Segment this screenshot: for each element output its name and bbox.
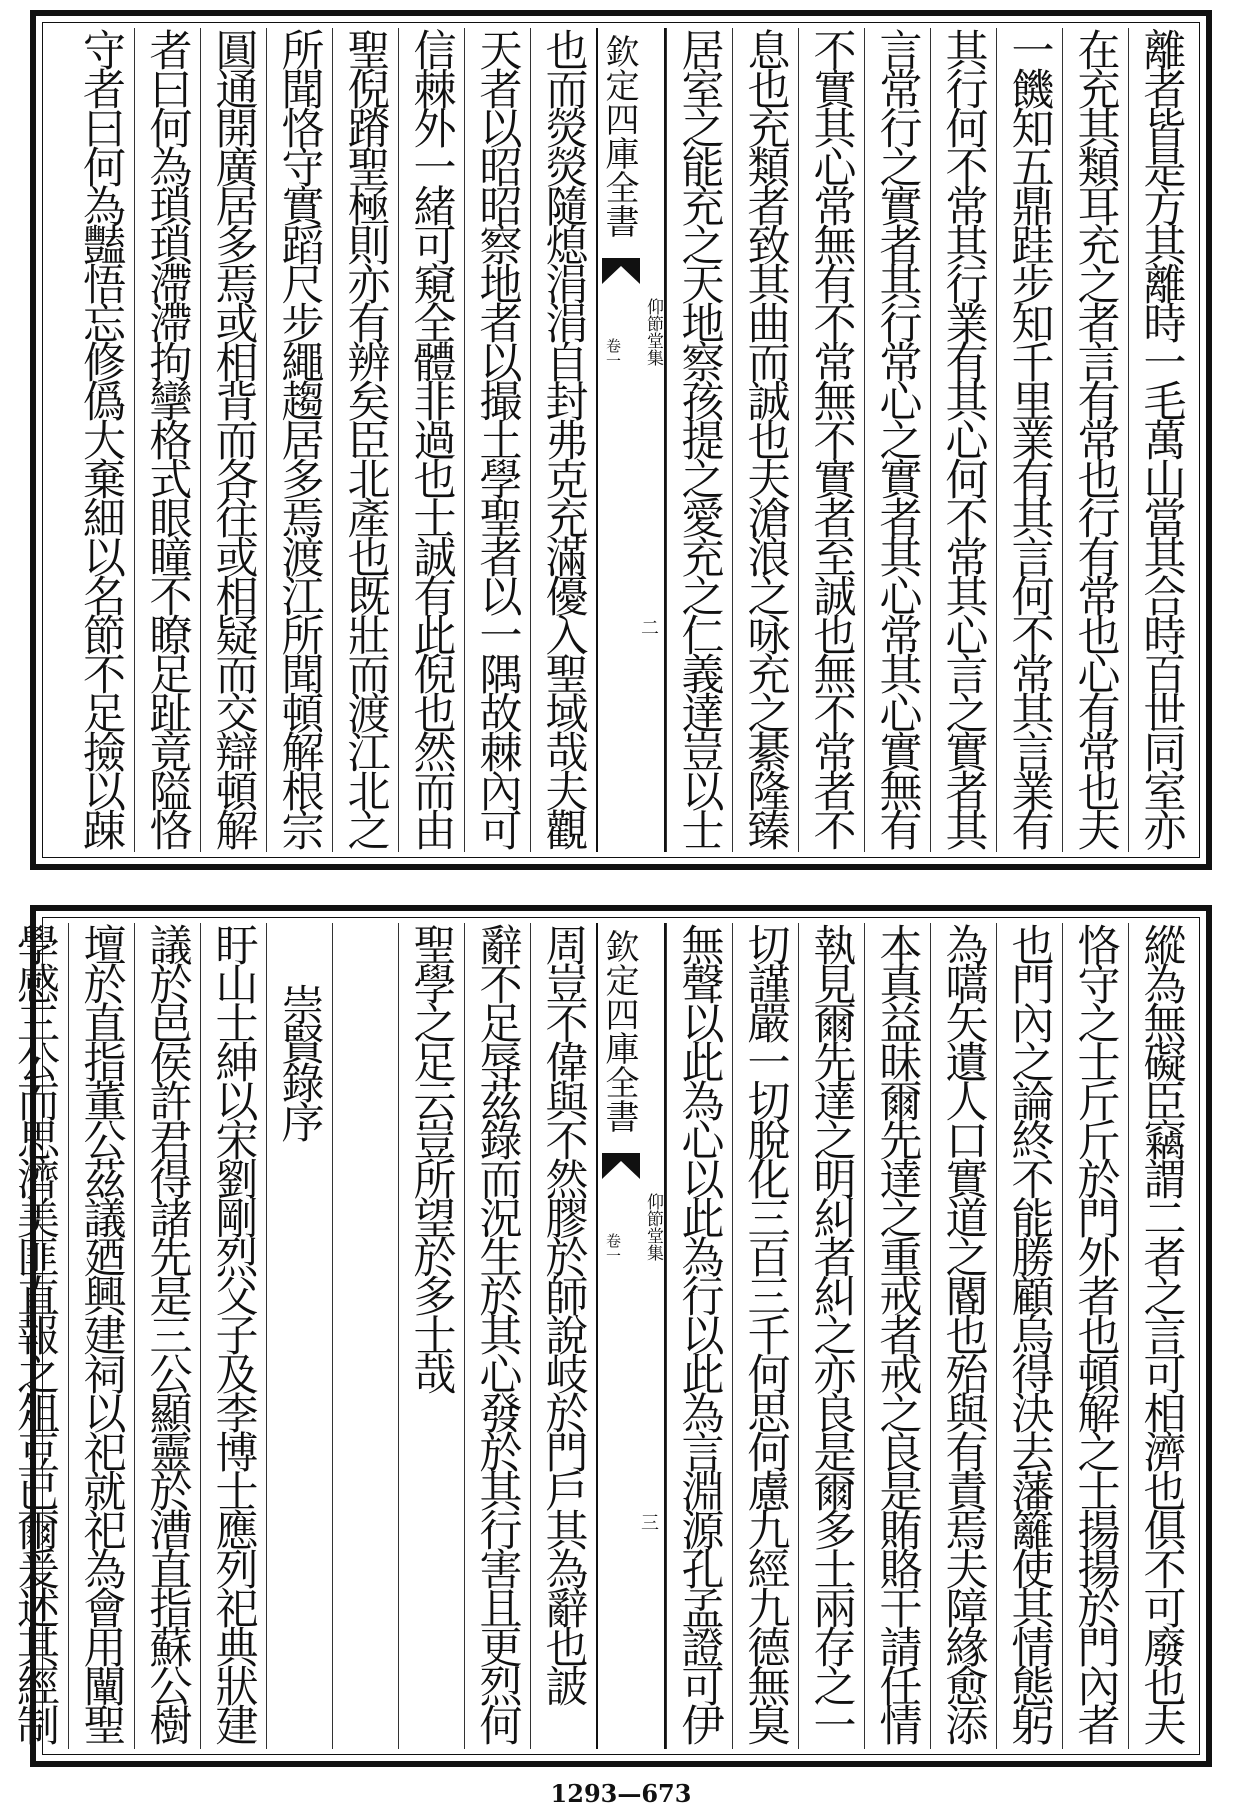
text-column: 恪守之士斤斤於門外者也頓解之士揚揚於門內者	[1062, 923, 1128, 1749]
text-column: 息也充類者致其曲而誠也夫滄浪之咏充之綦隆臻	[732, 28, 798, 852]
fishtail-ornament-icon	[602, 258, 640, 284]
section-heading: 崇賢錄序	[274, 983, 325, 1139]
banner-book-title: 仰節堂集	[643, 298, 663, 366]
text-column: 圓通開廣居多焉或相背而各往或相疑而交辯頓解	[200, 28, 266, 852]
text-column: 切謹嚴一切脫化三百三千何思何慮九經九德無臭	[732, 923, 798, 1749]
banner-book-title: 仰節堂集	[643, 1193, 663, 1261]
text-column: 天者以昭昭察地者以撮土學聖者以一隅故棘內可	[464, 28, 530, 852]
text-column: 議於邑侯許君得諸先是三公顯靈於漕直指蘇公樹	[134, 923, 200, 1749]
text-column: 聖倪蹐聖極則亦有辨矣臣北產也既壯而渡江北之	[332, 28, 398, 852]
text-column: 不實其心常無有不常無不實者至誠也無不常者不	[798, 28, 864, 852]
text-column: 離者皆是方其離時一毛萬山當其合時百世同室亦	[1128, 28, 1194, 852]
center-banner	[596, 28, 666, 852]
text-column: 縱為無礙臣竊謂二者之言可相濟也俱不可廢也夫	[1128, 923, 1194, 1749]
text-column: 也而熒熒隨熄涓涓自封弗克充滿優入聖域哉夫觀	[530, 28, 596, 852]
text-column: 本真益昧爾先達之重戒者戒之良是賄賂干請任情	[864, 923, 930, 1749]
text-column: 聖學之足云豈所望於多士哉	[398, 923, 464, 1749]
text-column: 守者曰何為豔悟忘修僞大棄細以名節不足撿以踈	[76, 28, 126, 847]
text-column: 壇於直指董公茲議廼興建祠以祀就祀為會用闡聖	[68, 923, 134, 1749]
text-column: 居室之能充之天地察孩提之愛充之仁義達豈以士	[666, 28, 732, 852]
banner-volume: 卷一	[604, 1233, 622, 1263]
text-column: 在充其類耳充之者言有常也行有常也心有常也夫	[1062, 28, 1128, 852]
text-column: 辭不足辱茲錄而況生於其心發於其行害且更烈何	[464, 923, 530, 1749]
bottom-page-frame	[10, 905, 1212, 1767]
text-column	[332, 923, 398, 1749]
banner-volume: 卷一	[604, 338, 622, 368]
text-column: 周豈不偉與不然膠於師說岐於門戶其為辭也詖	[530, 923, 596, 1749]
section-heading-column	[266, 923, 332, 1749]
text-column: 為嚆矢遺人口實道之閽也殆與有責焉夫障緣愈添	[930, 923, 996, 1749]
text-column: 信棘外一緒可窺全體非過也士誠有此倪也然而由	[398, 28, 464, 852]
page-number: 1293—673	[550, 1779, 692, 1808]
text-column: 所聞恪守實蹈尺步繩趨居多焉渡江所聞頓解根宗	[266, 28, 332, 852]
text-column: 其行何不常其行業有其心何不常其心言之實者其	[930, 28, 996, 852]
text-column: 一饑知五鼎跬步知千里業有其言何不常其言業有	[996, 28, 1062, 852]
fishtail-ornament-icon	[602, 1153, 640, 1179]
banner-leaf-number: 二	[638, 618, 659, 636]
bottom-page-columns	[10, 923, 1194, 1749]
text-column: 盱山士紳以宋劉剛烈父子及李博士應列祀典狀建	[200, 923, 266, 1749]
top-page-columns	[48, 28, 1194, 852]
text-column: 言常行之實者其行常心之實者其心常其心實無有	[864, 28, 930, 852]
center-banner	[596, 923, 666, 1749]
text-column: 者曰何為瑣瑣滯滯拘攣格式眼瞳不瞭足趾竟隘恪	[134, 28, 200, 852]
text-column: 學感三公而思濟美匪直報之俎豆已爾爰述其經制	[10, 923, 60, 1742]
banner-title: 欽定四庫全書	[599, 34, 639, 238]
banner-leaf-number: 三	[638, 1513, 659, 1531]
top-page-frame	[30, 10, 1212, 870]
text-column: 無聲以此為心以此為行以此為言淵源孔孟證可伊	[666, 923, 732, 1749]
text-column: 也門內之論終不能勝顧烏得決去藩籬使其情態躬	[996, 923, 1062, 1749]
banner-title: 欽定四庫全書	[599, 929, 639, 1133]
text-column: 執見爾先達之明糾者糾之亦良是爾多士兩存之一	[798, 923, 864, 1749]
